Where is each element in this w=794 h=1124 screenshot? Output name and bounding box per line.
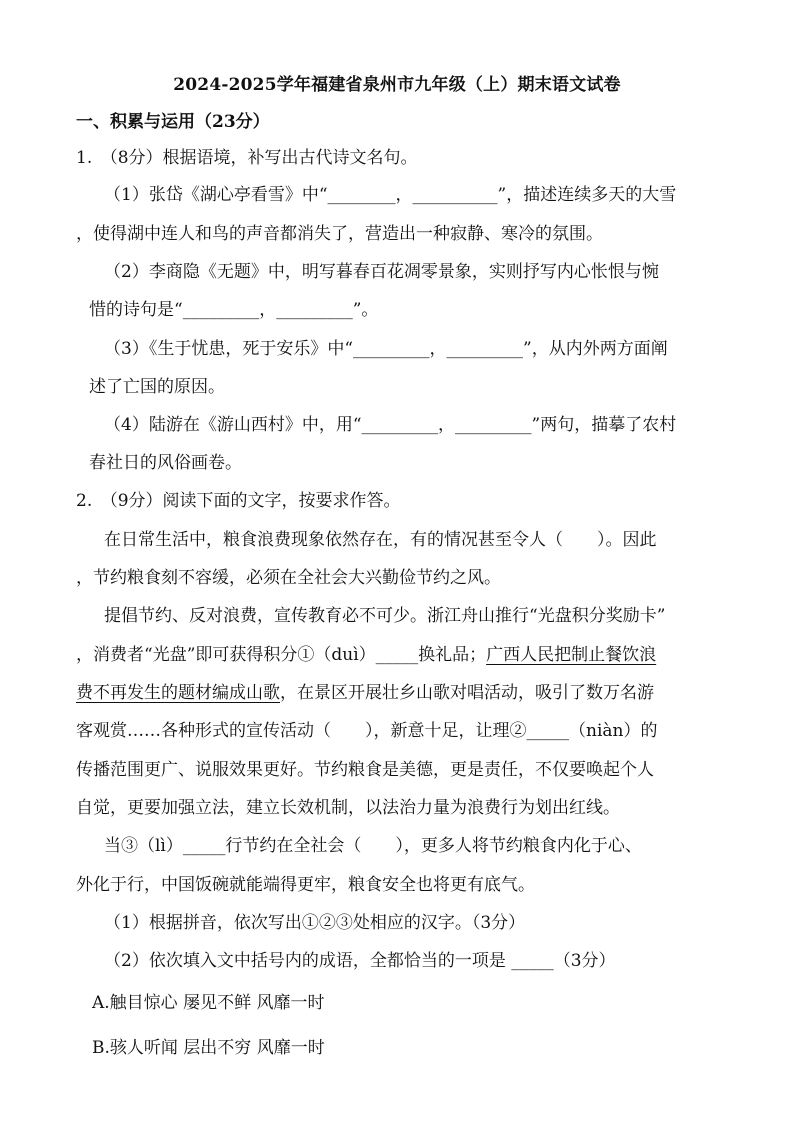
section-heading: 一、积累与运用（23分） xyxy=(76,112,270,132)
q2-para-2-line-4: 客观赏……各种形式的宣传活动（ ），新意十足，让理②_____（niàn）的 xyxy=(76,721,658,741)
q2-para-2-line-6: 自觉，更要加强立法，建立长效机制，以法治力量为浪费行为划出红线。 xyxy=(76,798,620,818)
q1-item-3-line-2: 述了亡国的原因。 xyxy=(89,377,225,397)
q1-item-4-line-2: 春社日的风俗画卷。 xyxy=(89,453,242,473)
q2-option-b: B.骇人听闻 层出不穷 风靡一时 xyxy=(92,1038,325,1058)
q2-para-1-line-2: ，节约粮食刻不容缓，必须在全社会大兴勤俭节约之风。 xyxy=(76,568,501,588)
q2-para-2-line-3-text: ，在景区开展壮乡山歌对唱活动，吸引了数万名游 xyxy=(280,683,654,703)
q1-item-1-line-2: ，使得湖中连人和鸟的声音都消失了，营造出一种寂静、寒冷的氛围。 xyxy=(76,224,603,244)
q2-para-2-line-2-text: ，消费者“光盘”即可获得积分①（duì）_____换礼品； xyxy=(76,645,487,665)
page-title: 2024-2025学年福建省泉州市九年级（上）期末语文试卷 xyxy=(173,75,621,95)
q1-item-2-line-2: 惜的诗句是“_________，_________”。 xyxy=(89,300,379,320)
q2-para-1-line-1: 在日常生活中，粮食浪费现象依然存在，有的情况甚至令人（ ）。因此 xyxy=(104,530,657,550)
q1-item-3-line-1: （3）《生于忧患，死于安乐》中“_________，_________”，从内外两方面阐 xyxy=(104,339,668,359)
q2-para-3-line-2: 外化于行，中国饭碗就能端得更牢，粮食安全也将更有底气。 xyxy=(76,875,535,895)
q2-para-2-line-3 xyxy=(76,681,654,705)
q2-para-3-line-1: 当③（lì）_____行节约在全社会（ ），更多人将节约粮食内化于心、 xyxy=(104,836,642,856)
q2-para-2-line-5: 传播范围更广、说服效果更好。节约粮食是美德，更是责任，不仅要唤起个人 xyxy=(76,760,654,780)
q2-task-1: （1）根据拼音，依次写出①②③处相应的汉字。（3分） xyxy=(104,913,526,933)
q1-item-2-line-1: （2）李商隐《无题》中，明写暮春百花凋零景象，实则抒写内心怅恨与惋 xyxy=(104,262,659,282)
q2-option-a: A.触目惊心 屡见不鲜 风靡一时 xyxy=(92,993,325,1013)
q2-para-2-line-2 xyxy=(76,643,656,667)
q1-item-1-line-1: （1）张岱《湖心亭看雪》中“________，__________”，描述连续多天的大雪 xyxy=(104,185,677,205)
underlined-sentence-part-1: 广西人民把制止餐饮浪 xyxy=(486,645,657,665)
underlined-sentence-part-2: 费不再发生的题材编成山歌 xyxy=(76,683,280,703)
q2-para-2-line-1: 提倡节约、反对浪费，宣传教育必不可少。浙江舟山推行“光盘积分奖励卡” xyxy=(104,606,666,626)
q1-item-4-line-1: （4）陆游在《游山西村》中，用“_________，_________”两句，描摹了农村 xyxy=(104,415,677,435)
question-2-head: 2. （9分）阅读下面的文字，按要求作答。 xyxy=(76,491,401,511)
q2-task-2: （2）依次填入文中括号内的成语，全都恰当的一项是 _____（3分） xyxy=(104,951,616,971)
question-1-head: 1. （8分）根据语境，补写出古代诗文名句。 xyxy=(76,148,418,168)
